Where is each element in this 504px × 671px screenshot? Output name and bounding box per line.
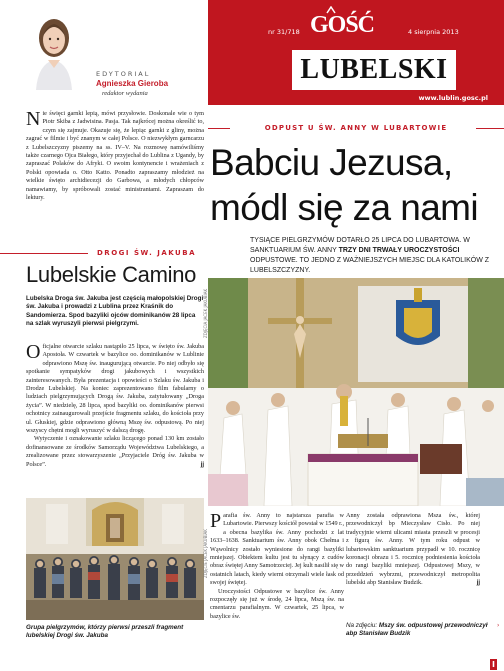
main-headline (210, 140, 504, 230)
church-interior-photo (26, 498, 204, 620)
main-dropcap: P (210, 512, 222, 532)
caption-label: Na zdjęciu: (346, 622, 379, 629)
author-signature: jj (476, 580, 480, 587)
camino-body (26, 343, 204, 495)
page-number: I (492, 660, 495, 669)
editor-name: Agnieszka Gieroba (96, 79, 169, 88)
photo-credit: ZDJĘCIA JACEK JAKUBIAK (203, 288, 208, 338)
camino-kicker: DROGI ŚW. JAKUBA (97, 249, 196, 257)
magazine-logo: GOŚĆ (310, 12, 375, 38)
camino-paragraph-text: ficjalne otwarcie szlaku nastąpiło 25 lipca, w święto św. Jakuba Apostoła. W czwartek w bazylice oo. dominikanów w Lublinie odprawiono Mszę św. inaugurującą otwarcie. Po niej odbyło się spotkanie sympatyków drogi jakubowych i wszystkich zainteresowanych. Była prezentacja i opowieści o Szlaku św. Jakuba i Drodze Lubelskiej. Na koniec zaprezentowano film fabularny o ludziach pielgrzymujących Drogą św. Jakuba, zatytułowany „Droga życia”. W niedzielę, 28 lipca, spod bazyliki oo. dominikanów pierwsi ochotnicy zainaugurowali przejście fragmentu szlaku, do kościoła przy ul. Głuskiej, gdzie odprawiono główną Mszę św. odpustową. Po niej wszyscy chętni mogli wyruszyć w dalszą drogę. (26, 343, 204, 435)
author-signature: jj (200, 461, 204, 468)
caption-arrow-icon: › (497, 622, 500, 629)
main-kicker: ODPUST U ŚW. ANNY W LUBARTOWIE (264, 124, 448, 132)
main-headline-line: módl się za nami (210, 187, 479, 228)
camino-paragraph (26, 343, 204, 435)
main-body-column-2 (346, 512, 480, 598)
masthead-banner (208, 0, 504, 105)
main-lead-text: ODPUSTOWE. TO JEDNO Z WAŻNIEJSZYCH MIEJSC DLA KATOLIKÓW Z LUBELSZCZYZNY. (250, 257, 490, 274)
camino-paragraph (26, 435, 204, 469)
section-title-box (292, 50, 456, 90)
main-lead-emphasis: TRZY DNI TRWAŁY UROCZYSTOŚCI (338, 247, 460, 254)
issue-number: nr 31/718 (268, 28, 300, 36)
main-paragraph (210, 588, 344, 622)
mass-celebration-photo (208, 278, 504, 506)
camino-title: Lubelskie Camino (26, 262, 197, 287)
camino-dropcap: O (26, 343, 41, 363)
camino-lead: Lubelska Droga św. Jakuba jest częścią małopolskiej Drogi św. Jakuba i prowadzi z Lublina przez Kraśnik do Sandomierza. Spod bazyliki ojców dominikanów 28 lipca na szlak wyruszyli pierwsi pielgrzymi. (26, 295, 204, 327)
issue-date: 4 sierpnia 2013 (408, 28, 459, 36)
main-paragraph (210, 512, 344, 588)
main-paragraph-text: Uroczystości Odpustowe w bazylice św. Anny rozpoczęły się już w środę, 24 lipca, Mszą św. na cmentarzu parafialnym. W czwartek, 25 lipca, w bazylice św. (210, 587, 344, 620)
editorial-body: ie święci garnki lepią, mówi przysłowie. Doskonale wie o tym Piotr Skiba z Jadwisina. Pasja. Tak najkrócej można określić to, czym się zajmuje. Okazuje się, że lepiąc garnki z gliny, można zagrać w filmie i być znanym w całej Polsce. O niezwykłym garncarzu z Lubelszczyzny piszemy na ss. IV–V. Na rozmowę namówiliśmy także czarnego Ojca Białego, który przyjechał do Lublina z Ugandy, by zapraszać Polaków do Afryki. O swoim kontynencie i wrażeniach z Polski opowiada o. Otto Katto. Ponadto zapraszamy młodzież na wielkie święto archidiecezji do Garbowa, a młodych chłopców namawiamy, by spróbowali zostać ministrantami. Zapraszam do lektury. (26, 110, 204, 202)
editorial-dropcap: N (26, 110, 41, 130)
camino-paragraph-text: Wytyczenie i oznakowanie szlaku liczącego ponad 130 km zostało dofinansowane ze środków Samorządu Województwa Lubelskiego, a zrealizowane przez stowarzyszenie „Przyjaciele Dróg św. Jakuba w Polsce”. (26, 435, 204, 468)
church-photo-caption: Grupa pielgrzymów, którzy pierwsi przeszli fragment lubelskiej Drogi św. Jakuba (26, 624, 184, 639)
mass-photo-caption (346, 622, 496, 638)
main-headline-line: Babciu Jezusa, (210, 142, 453, 183)
main-paragraph (346, 512, 480, 588)
editorial-header (0, 0, 206, 108)
main-body-column-1 (210, 512, 344, 640)
main-lead-text: TYSIĄCE PIELGRZYMÓW DOTARŁO 25 LIPCA DO LUBARTOWA. W SANKTUARIUM ŚW. ANNY (250, 237, 470, 254)
photo-credit: ZDJĘCIE JACEK JAKUBIAK (203, 529, 208, 578)
caption-text: Mszy św. odpustowej przewodniczył abp Stanisław Budzik (346, 622, 488, 637)
editor-portrait (28, 8, 80, 90)
editor-role: redaktor wydania (102, 90, 148, 97)
main-lead (250, 236, 500, 276)
main-paragraph-text: Anny została odprawiona Msza św., której przewodniczył bp Mieczysław Cisło. Po niej tradycyjnie wierni ulicami miasta przeszli w procesji z figurą św. Anny. W tym roku odpust w lubartowskim sanktuarium przypadł w 10. rocznicę koronacji obrazu i 5. rocznicę podniesienia kościoła do rangi bazyliki mniejszej. Odpustowej Mszy, w przeddzień wybrzmi, przewodniczył metropolita lubelski abp Stanisław Budzik. (346, 512, 480, 587)
section-title: LUBELSKI (300, 54, 448, 85)
main-paragraph-text: arafia św. Anny to najstarsza parafia w Lubartowie. Pierwszy kościół powstał w 1549 r., a obecna bazylika św. Anny pochodzi z lat 1633–1638. Sanktuarium św. Anny obok Chełma i Wąwolnicy zostało wyniesione do rangi bazyliki mniejszej. Obiektem kultu jest tu słynący z cudów obraz świętej Anny Samotrzeciej. Jej kult nasilił się w ostatnich latach, kiedy wierni otrzymali wiele łask od swojej świętej. (210, 512, 344, 587)
website-url: www.lublin.gosc.pl (418, 94, 488, 102)
editorial-text (26, 110, 204, 238)
editorial-label: EDYTORIAL (96, 70, 151, 78)
